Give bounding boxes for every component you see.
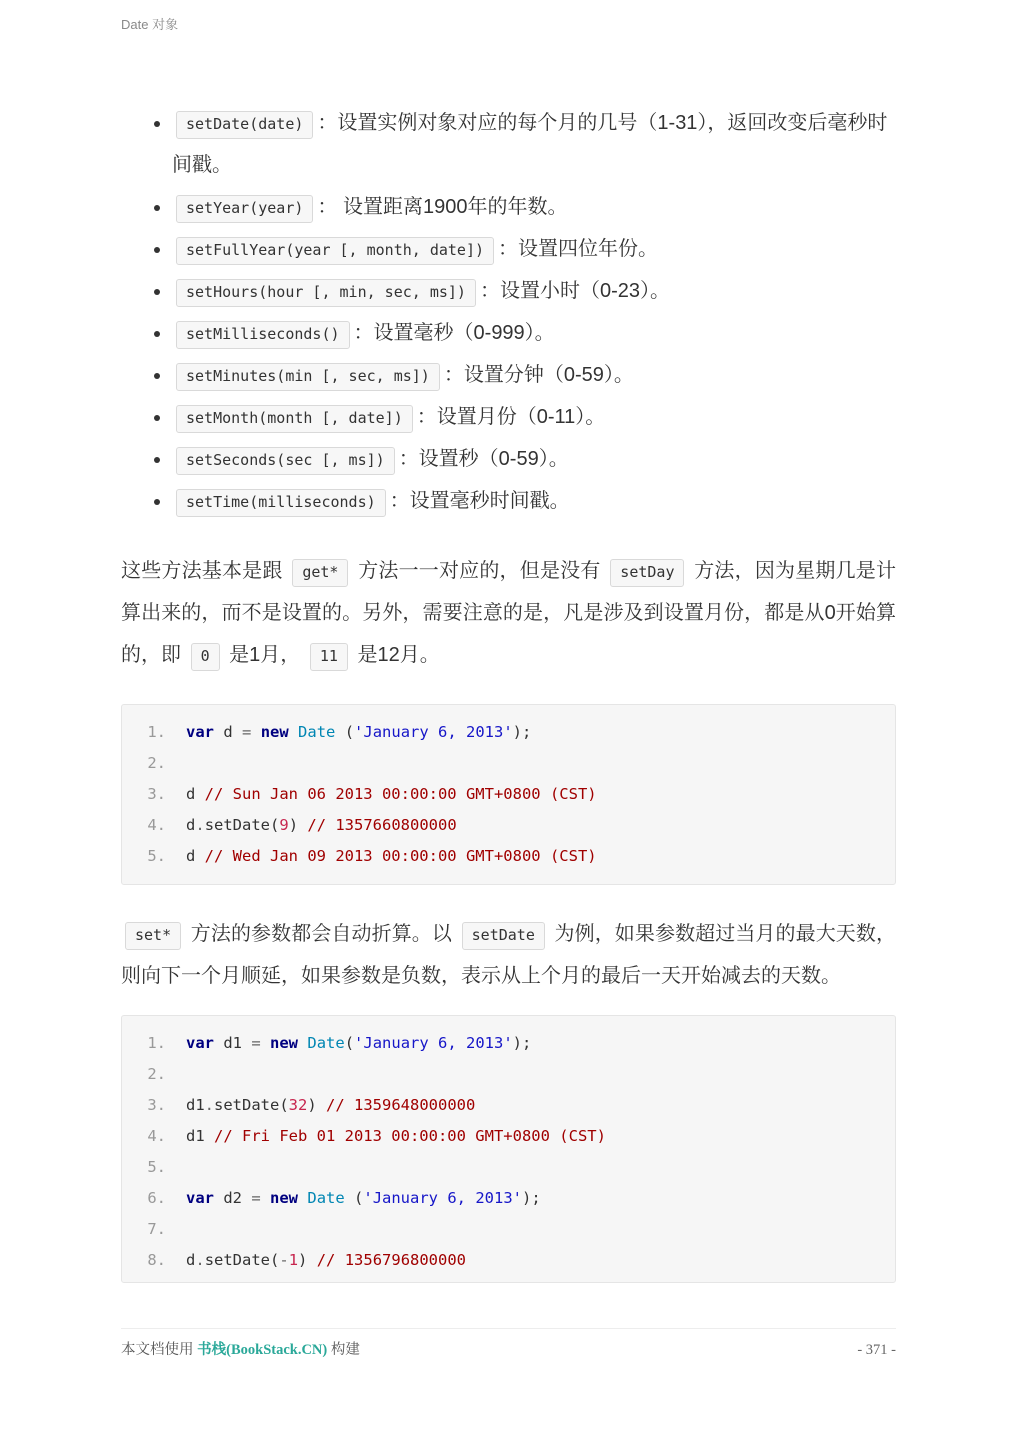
method-list <box>121 102 896 522</box>
method-description: ：设置毫秒（0-999）。 <box>353 322 555 344</box>
method-list-item <box>172 438 896 480</box>
method-description: ：设置秒（0-59）。 <box>398 448 569 470</box>
code-line <box>122 779 875 810</box>
method-list-item <box>172 480 896 522</box>
code-text: var d1 = new Date('January 6, 2013'); <box>186 1034 532 1052</box>
footer-text-suffix: 构建 <box>327 1342 360 1358</box>
inline-code: setTime(milliseconds) <box>176 489 386 517</box>
code-text: var d = new Date ('January 6, 2013'); <box>186 723 532 741</box>
code-line <box>122 1059 875 1090</box>
code-text: d // Sun Jan 06 2013 00:00:00 GMT+0800 (CST) <box>186 785 597 803</box>
inline-code: setDate <box>462 922 545 950</box>
method-list-item <box>172 228 896 270</box>
text-run: 方法一一对应的，但是没有 <box>352 560 607 582</box>
line-number: 4. <box>147 816 166 834</box>
inline-code: setMonth(month [, date]) <box>176 405 413 433</box>
inline-code: setFullYear(year [, month, date]) <box>176 237 494 265</box>
paragraph-get-set <box>121 550 896 676</box>
line-number: 1. <box>147 723 166 741</box>
code-text <box>166 1152 186 1183</box>
text-run: 是12月。 <box>351 644 440 666</box>
code-text: d // Wed Jan 09 2013 00:00:00 GMT+0800 (CST) <box>186 847 597 865</box>
inline-code: 11 <box>310 643 348 671</box>
line-number: 1. <box>147 1034 166 1052</box>
code-block-overflow-example <box>121 1015 896 1283</box>
code-line <box>122 1214 875 1245</box>
doc-header <box>121 0 896 30</box>
code-line <box>122 1152 875 1183</box>
method-description: ：设置毫秒时间戳。 <box>389 490 570 512</box>
code-text: d1.setDate(32) // 1359648000000 <box>186 1096 476 1114</box>
method-list-item <box>172 396 896 438</box>
inline-code: setSeconds(sec [, ms]) <box>176 447 395 475</box>
inline-code: 0 <box>191 643 220 671</box>
code-line <box>122 748 875 779</box>
line-number: 5. <box>147 1158 166 1176</box>
inline-code: setMilliseconds() <box>176 321 350 349</box>
code-text <box>166 748 186 779</box>
method-description: ：设置四位年份。 <box>498 238 659 260</box>
method-list-item <box>172 270 896 312</box>
text-run: 这些方法基本是跟 <box>121 560 289 582</box>
line-number: 7. <box>147 1220 166 1238</box>
header-title: Date 对象 <box>121 17 179 32</box>
line-number: 5. <box>147 847 166 865</box>
text-run: 方法，因为星期几是计算出来的，而不是设置的。另外，需要注意的是，凡是涉及到设置月份，都是从0开始算的，即 <box>121 560 896 666</box>
code-line <box>122 810 875 841</box>
line-number: 4. <box>147 1127 166 1145</box>
code-line <box>122 1245 875 1276</box>
method-description: ：设置小时（0-23）。 <box>479 280 670 302</box>
inline-code: setYear(year) <box>176 195 313 223</box>
footer-text-prefix: 本文档使用 <box>121 1342 198 1358</box>
text-run: 是1月， <box>223 644 306 666</box>
method-list-item <box>172 354 896 396</box>
code-text: var d2 = new Date ('January 6, 2013'); <box>186 1189 541 1207</box>
code-line <box>122 1090 875 1121</box>
paragraph-overflow-rule <box>121 913 896 997</box>
code-line <box>122 717 875 748</box>
line-number: 8. <box>147 1251 166 1269</box>
inline-code: set* <box>125 922 181 950</box>
inline-code: setDate(date) <box>176 111 313 139</box>
line-number: 3. <box>147 1096 166 1114</box>
method-description: ：设置实例对象对应的每个月的几号（1-31），返回改变后毫秒时间戳。 <box>172 112 888 176</box>
code-text <box>166 1214 186 1245</box>
footer-build-note <box>121 1338 360 1359</box>
line-number: 2. <box>147 754 166 772</box>
inline-code: setMinutes(min [, sec, ms]) <box>176 363 440 391</box>
method-list-item <box>172 312 896 354</box>
line-number: 6. <box>147 1189 166 1207</box>
method-description: ：设置月份（0-11）。 <box>416 406 606 428</box>
text-run: 方法的参数都会自动折算。以 <box>185 923 458 945</box>
code-line <box>122 841 875 872</box>
text-run: 为例，如果参数超过当月的最大天数，则向下一个月顺延，如果参数是负数，表示从上个月的最后一天开始减去的天数。 <box>121 923 896 987</box>
line-number: 3. <box>147 785 166 803</box>
code-text: d1 // Fri Feb 01 2013 00:00:00 GMT+0800 (CST) <box>186 1127 606 1145</box>
page-number: - 371 - <box>857 1342 896 1358</box>
inline-code: setHours(hour [, min, sec, ms]) <box>176 279 476 307</box>
code-line <box>122 1028 875 1059</box>
method-list-item <box>172 102 896 186</box>
code-text: d.setDate(-1) // 1356796800000 <box>186 1251 467 1269</box>
inline-code: setDay <box>610 559 684 587</box>
code-line <box>122 1183 875 1214</box>
code-text: d.setDate(9) // 1357660800000 <box>186 816 457 834</box>
footer-bookstack-link[interactable]: 书栈(BookStack.CN) <box>197 1342 328 1358</box>
method-list-item <box>172 186 896 228</box>
method-description: ： 设置距离1900年的年数。 <box>317 196 568 218</box>
code-text <box>166 1059 186 1090</box>
line-number: 2. <box>147 1065 166 1083</box>
doc-footer <box>121 1328 896 1359</box>
method-description: ：设置分钟（0-59）。 <box>443 364 634 386</box>
inline-code: get* <box>292 559 348 587</box>
code-line <box>122 1121 875 1152</box>
code-block-setdate-example <box>121 704 896 885</box>
